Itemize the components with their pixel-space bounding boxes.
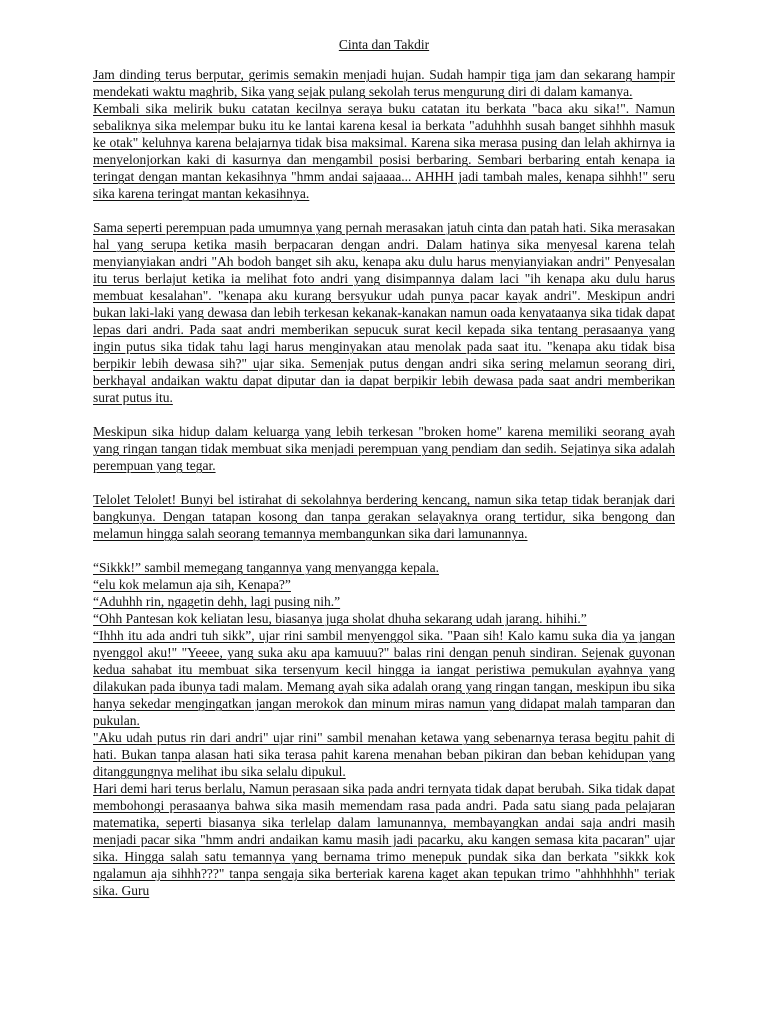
paragraph: "Aku udah putus rin dari andri" ujar rini" sambil menahan ketawa yang sebenarnya terasa begitu pahit di hati. Bukan tanpa alasan hati sika terasa pahit karena menahan beban pikiran dan beban kehidupan yang ditanggungnya melihat ibu sika selalu dipukul. (93, 730, 675, 779)
dialogue-line: “elu kok melamun aja sih, Kenapa?” (93, 577, 291, 592)
dialogue-line: “Ohh Pantesan kok keliatan lesu, biasanya juga sholat dhuha sekarang udah jarang. hihihi.” (93, 611, 587, 626)
paragraph: Meskipun sika hidup dalam keluarga yang lebih terkesan "broken home" karena memiliki seorang ayah yang ringan tangan tidak membuat sika menjadi perempuan yang pendiam dan sedih. Sejatinya sika adalah perempuan yang tegar. (93, 424, 675, 473)
paragraph: “Ihhh itu ada andri tuh sikk”, ujar rini sambil menyenggol sika. "Paan sih! Kalo kamu suka dia ya jangan nyenggol aku!" "Yeeee, yang suka aku apa kamuuu?" balas rini dengan penuh sindiran. Sejenak guyonan kedua sahabat itu membuat sika tersenyum kecil hingga ia iangat peristiwa pemukulan ayahnya yang dilakukan pada ibunya tadi malam. Memang ayah sika adalah orang yang ringan tangan, meskipun ibu sika hanya sekedar mengingatkan jangan merokok dan minum miras namun yang didapat malah tamparan dan pukulan. (93, 628, 675, 728)
paragraph: Jam dinding terus berputar, gerimis semakin menjadi hujan. Sudah hampir tiga jam dan sekarang hampir mendekati waktu maghrib, Sika yang sejak pulang sekolah terus mengurung diri di dalam kamanya. (93, 67, 675, 99)
dialogue-line: “Aduhhh rin, ngagetin dehh, lagi pusing nih.” (93, 594, 341, 609)
document-title: Cinta dan Takdir (338, 37, 430, 52)
dialogue-line: “Sikkk!” sambil memegang tangannya yang menyangga kepala. (93, 560, 440, 575)
paragraph: Hari demi hari terus berlalu, Namun perasaan sika pada andri ternyata tidak dapat berubah. Sika tidak dapat membohongi perasaanya bahwa sika masih memendam rasa pada andri. Pada satu siang pada pelajaran matematika, seperti biasanya sika terlelap dalam lamunannya, membayangkan andai saja andri masih menjadi pacar sika "hmm andri andaikan kamu masih jadi pacarku, aku kangen semasa kita pacaran" ujar sika. Hingga salah satu temannya yang bernama trimo menepuk pundak sika dan berkata "sikkk kok ngalamun aja sihhh???" tanpa sengaja sika berteriak karena kaget akan tepukan trimo "ahhhhhhh" teriak sika. Guru (93, 781, 675, 898)
paragraph: Sama seperti perempuan pada umumnya yang pernah merasakan jatuh cinta dan patah hati. Sika merasakan hal yang serupa ketika masih berpacaran dengan andri. Dalam hatinya sika menyesal karena telah menyianyiakan andri "Ah bodoh banget sih aku, kenapa aku dulu harus menyianyiakan andri" Penyesalan itu terus berlajut ketika ia melihat foto andri yang disimpannya dalam laci "ih kenapa aku dulu harus membuat kesalahan". "kenapa aku kurang bersyukur udah punya pacar kayak andri". Meskipun andri bukan laki-laki yang dewasa dan lebih terkesan kekanak-kanakan namun oada kenyataanya sika tidak dapat lepas dari andri. Pada saat andri memberikan sepucuk surat kecil kepada sika tentang perasaanya yang ingin putus sika tidak tahu lagi harus menginyakan atau menolak pada saat itu. "kenapa aku tidak bisa berpikir lebih dewasa sih?" ujar sika. Semenjak putus dengan andri sika sering melamun seorang diri, berkhayal andaikan waktu dapat diputar dan ia dapat berpikir lebih dewasa pada saat andri memberikan surat putus itu. (93, 220, 675, 405)
document-body (93, 66, 675, 899)
dialogue-block (93, 559, 675, 627)
paragraph: Kembali sika melirik buku catatan kecilnya seraya buku catatan itu berkata "baca aku sika!". Namun sebaliknya sika melempar buku itu ke lantai karena kesal ia berkata "aduhhhh susah banget sihhhh masuk ke otak" keluhnya karena belajarnya tidak bisa maksimal. Karena sika merasa pusing dan lelah akhirnya ia menyelonjorkan kaki di kasurnya dan mengambil posisi berbaring. Sembari berbaring entah kenapa ia teringat dengan mantan kekasihnya "hmm andai sajaaaa... AHHH jadi tambah males, kenapa sihhh!" seru sika karena teringat mantan kekasihnya. (93, 101, 675, 201)
paragraph: Telolet Telolet! Bunyi bel istirahat di sekolahnya berdering kencang, namun sika tetap tidak beranjak dari bangkunya. Dengan tatapan kosong dan tanpa gerakan selayaknya orang tertidur, sika bengong dan melamun hingga salah seorang temannya membangunkan sika dari lamunannya. (93, 492, 675, 541)
